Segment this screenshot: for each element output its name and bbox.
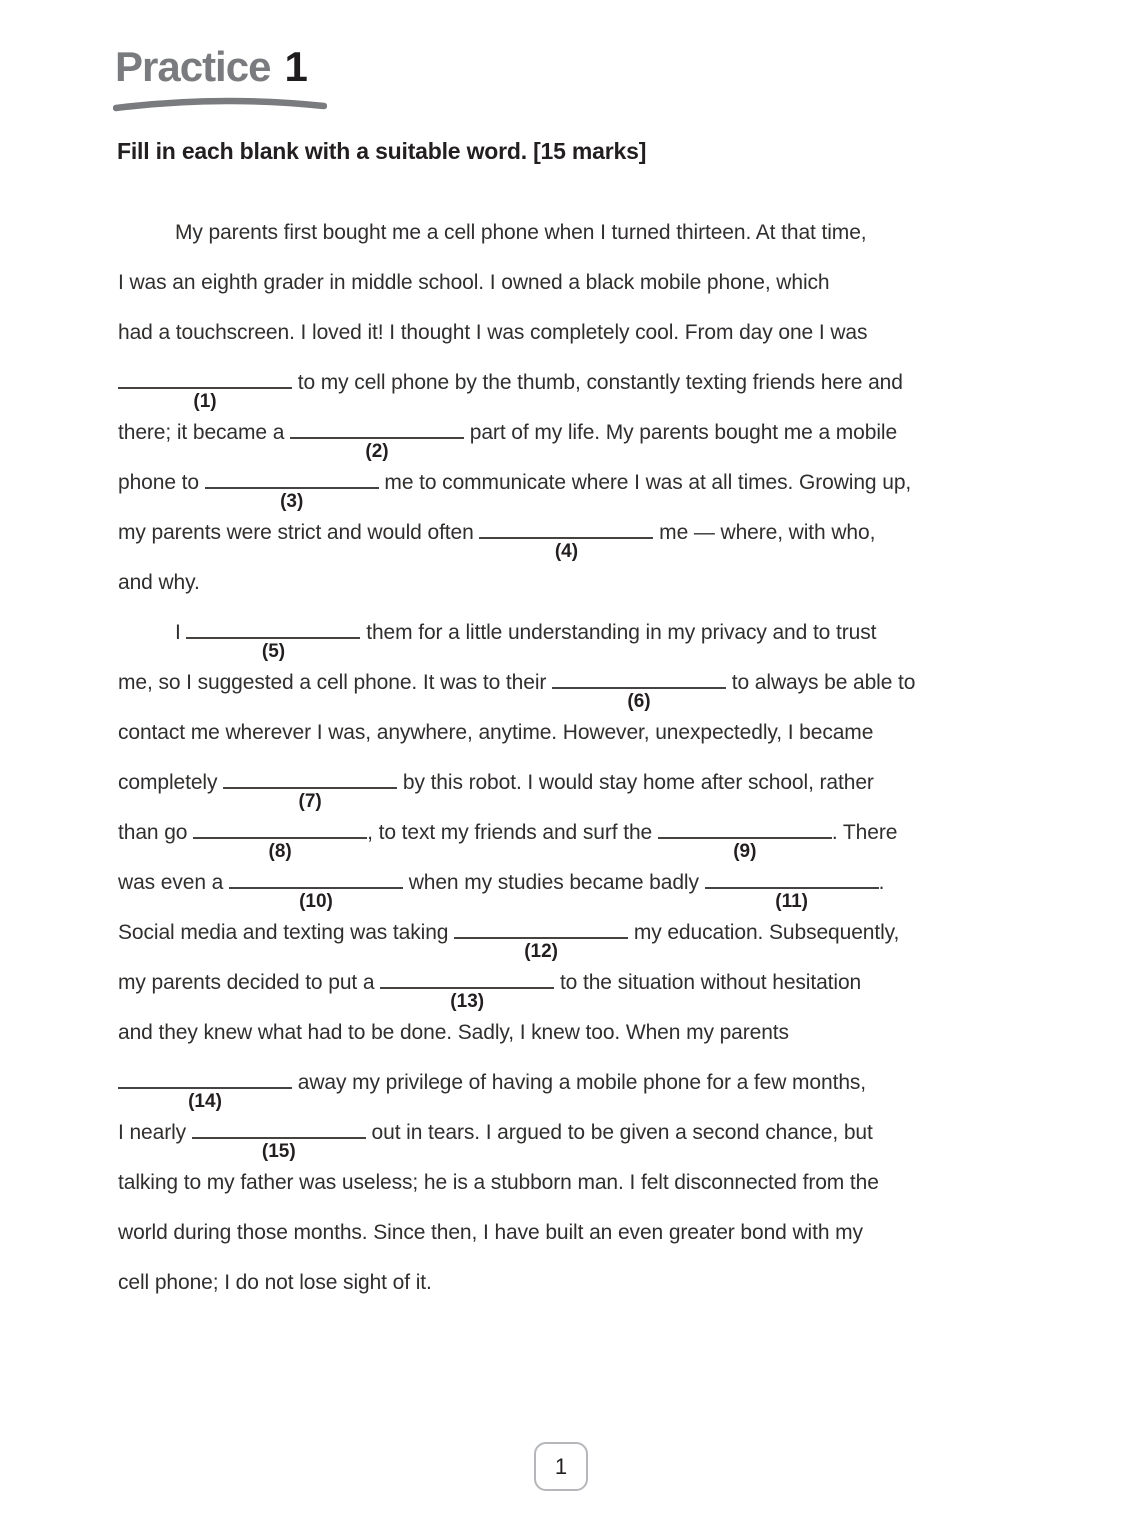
blank-number-label: (1) bbox=[193, 391, 217, 412]
passage-text: to my cell phone by the thumb, constantly texting friends here and bbox=[292, 371, 903, 394]
fill-blank-15 bbox=[192, 1137, 366, 1162]
passage-line bbox=[118, 1158, 998, 1208]
blank-number-label: (13) bbox=[450, 991, 485, 1012]
blank-number-label: (14) bbox=[188, 1091, 222, 1112]
blank-number-label: (11) bbox=[775, 891, 808, 912]
passage-line bbox=[118, 1108, 998, 1162]
passage-text: , to text my friends and surf the bbox=[367, 821, 658, 844]
blank-number-label: (4) bbox=[554, 541, 579, 562]
passage-line bbox=[118, 458, 998, 512]
passage-text: my education. Subsequently, bbox=[628, 921, 900, 944]
passage-text: me to communicate where I was at all times. Growing up, bbox=[378, 471, 912, 494]
fill-blank-4 bbox=[479, 537, 653, 562]
fill-blank-14 bbox=[118, 1087, 292, 1112]
passage-line bbox=[118, 208, 998, 258]
passage bbox=[118, 208, 998, 1308]
blank-number-label: (9) bbox=[733, 841, 757, 862]
passage-line bbox=[118, 858, 998, 912]
passage-text: cell phone; I do not lose sight of it. bbox=[118, 1271, 432, 1294]
fill-blank-5 bbox=[186, 637, 360, 662]
passage-text: my parents were strict and would often bbox=[118, 521, 480, 544]
fill-blank-11 bbox=[705, 887, 879, 912]
passage-text: to always be able to bbox=[726, 671, 916, 694]
passage-text: by this robot. I would stay home after school, rather bbox=[397, 771, 874, 794]
blank-number-label: (5) bbox=[261, 641, 286, 662]
passage-line bbox=[118, 708, 998, 758]
passage-text: talking to my father was useless; he is a stubborn man. I felt disconnected from the bbox=[118, 1171, 879, 1194]
passage-text: had a touchscreen. I loved it! I thought I was completely cool. From day one I was bbox=[118, 321, 868, 344]
passage-text: phone to bbox=[118, 471, 205, 494]
passage-line bbox=[118, 758, 998, 812]
passage-line bbox=[118, 1058, 998, 1112]
passage-text: . bbox=[878, 871, 885, 894]
passage-line bbox=[118, 258, 998, 308]
passage-text: me, so I suggested a cell phone. It was to their bbox=[118, 671, 553, 694]
passage-text: my parents decided to put a bbox=[118, 971, 381, 994]
fill-blank-10 bbox=[229, 887, 403, 912]
blank-number-label: (15) bbox=[261, 1141, 296, 1162]
passage-text: me — where, with who, bbox=[653, 521, 876, 544]
fill-blank-9 bbox=[658, 837, 832, 862]
passage-line bbox=[118, 1258, 998, 1308]
passage-text: world during those months. Since then, I have built an even greater bond with my bbox=[118, 1221, 863, 1244]
fill-blank-13 bbox=[380, 987, 554, 1012]
passage-text: I was an eighth grader in middle school. I owned a black mobile phone, which bbox=[118, 271, 830, 294]
blank-number-label: (2) bbox=[365, 441, 389, 462]
title-block bbox=[115, 44, 307, 90]
passage-line bbox=[118, 308, 998, 358]
page-number: 1 bbox=[554, 1453, 568, 1479]
passage-line bbox=[118, 908, 998, 962]
passage-line bbox=[118, 358, 998, 412]
title-underline-swoosh bbox=[113, 94, 327, 114]
fill-blank-1 bbox=[118, 387, 292, 412]
instruction-text: Fill in each blank with a suitable word. [15 marks] bbox=[117, 138, 647, 164]
passage-line bbox=[118, 658, 998, 712]
passage-line bbox=[118, 1208, 998, 1258]
page-number-box bbox=[534, 1442, 588, 1491]
passage-text: part of my life. My parents bought me a mobile bbox=[464, 421, 898, 444]
title-practice-word: Practice bbox=[115, 43, 271, 90]
passage-line bbox=[118, 558, 998, 608]
passage-text: completely bbox=[118, 771, 224, 794]
passage-text: than go bbox=[118, 821, 194, 844]
fill-blank-2 bbox=[290, 437, 464, 462]
passage-line bbox=[118, 958, 998, 1012]
fill-blank-7 bbox=[223, 787, 397, 812]
blank-number-label: (10) bbox=[299, 891, 333, 912]
passage-text: I nearly bbox=[118, 1121, 192, 1144]
passage-text: out in tears. I argued to be given a second chance, but bbox=[365, 1121, 873, 1144]
blank-number-label: (8) bbox=[268, 841, 292, 862]
blank-number-label: (3) bbox=[280, 491, 304, 512]
passage-text: and why. bbox=[118, 571, 200, 594]
passage-line bbox=[118, 408, 998, 462]
title-practice-number: 1 bbox=[284, 43, 307, 90]
passage-text: them for a little understanding in my privacy and to trust bbox=[360, 621, 877, 644]
passage-text: contact me wherever I was, anywhere, anytime. However, unexpectedly, I became bbox=[118, 721, 874, 744]
passage-text: Social media and texting was taking bbox=[118, 921, 455, 944]
passage-text: My parents first bought me a cell phone when I turned thirteen. At that time, bbox=[175, 221, 867, 244]
passage-text: when my studies became badly bbox=[402, 871, 705, 894]
passage-text: to the situation without hesitation bbox=[554, 971, 862, 994]
passage-text: there; it became a bbox=[118, 421, 291, 444]
passage-line bbox=[118, 608, 998, 662]
passage-text: . There bbox=[831, 821, 898, 844]
page-title bbox=[115, 44, 307, 90]
passage-text: and they knew what had to be done. Sadly, I knew too. When my parents bbox=[118, 1021, 789, 1044]
fill-blank-12 bbox=[454, 937, 628, 962]
blank-number-label: (6) bbox=[627, 691, 651, 712]
blank-number-label: (12) bbox=[524, 941, 558, 962]
passage-line bbox=[118, 808, 998, 862]
fill-blank-6 bbox=[552, 687, 726, 712]
fill-blank-3 bbox=[205, 487, 379, 512]
fill-blank-8 bbox=[193, 837, 367, 862]
passage-text: was even a bbox=[118, 871, 229, 894]
passage-text: I bbox=[175, 621, 187, 644]
passage-text: away my privilege of having a mobile phone for a few months, bbox=[292, 1071, 867, 1094]
blank-number-label: (7) bbox=[298, 791, 322, 812]
passage-line bbox=[118, 508, 998, 562]
passage-line bbox=[118, 1008, 998, 1058]
